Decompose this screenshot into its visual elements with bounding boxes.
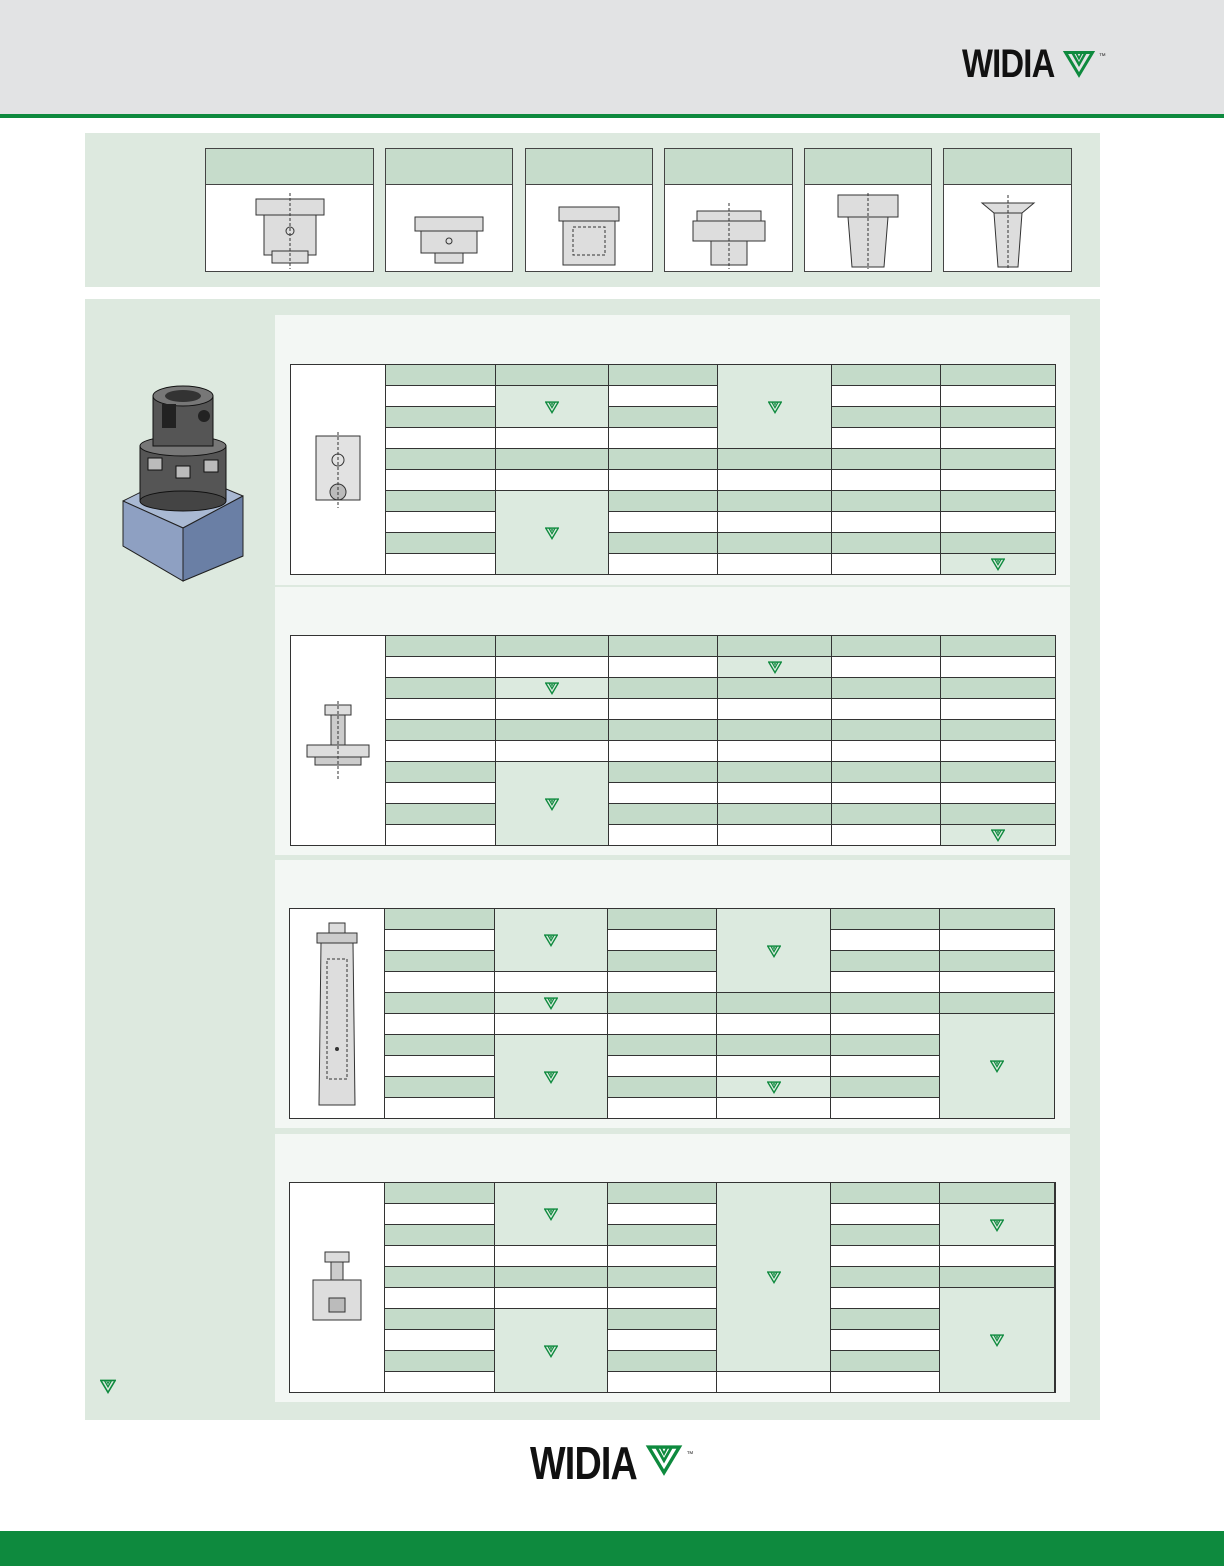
table-cell — [495, 1288, 608, 1309]
table-cell — [608, 1288, 717, 1309]
table-cell — [940, 1267, 1055, 1288]
table-cell — [495, 972, 608, 993]
table-cell — [385, 1035, 495, 1056]
widia-mark-icon — [545, 400, 559, 414]
widia-mark-icon — [767, 944, 781, 958]
table-cell — [718, 554, 832, 575]
availability-mark-cell — [940, 1288, 1055, 1393]
table-cell — [831, 1351, 940, 1372]
table-cell — [385, 1014, 495, 1035]
table-cell — [609, 449, 718, 470]
table-cell — [718, 699, 832, 720]
availability-mark-cell — [718, 657, 832, 678]
table-cell — [831, 1225, 940, 1246]
widia-footer-logo — [530, 1437, 694, 1489]
table-cell — [831, 1330, 940, 1351]
table-cell — [385, 1246, 495, 1267]
table-cell — [717, 1056, 831, 1077]
table-cell — [608, 930, 717, 951]
table-cell — [495, 1246, 608, 1267]
availability-mark-cell — [940, 1014, 1055, 1119]
table-cell — [385, 993, 495, 1014]
widia-mark-icon — [991, 828, 1005, 842]
table-cell — [385, 1267, 495, 1288]
table-cell — [832, 407, 941, 428]
table-cell — [609, 783, 718, 804]
table-cell — [832, 512, 941, 533]
adapter-short-tee-icon — [290, 1183, 385, 1392]
table-cell — [385, 1372, 495, 1393]
table-cell — [495, 1267, 608, 1288]
table-cell — [940, 993, 1055, 1014]
table-cell — [941, 720, 1056, 741]
availability-mark-cell — [718, 365, 832, 449]
table-cell — [386, 762, 496, 783]
table-cell — [831, 1183, 940, 1204]
shank-card-1 — [205, 148, 374, 272]
widia-mark-icon — [990, 1059, 1004, 1073]
availability-mark-cell — [941, 825, 1056, 846]
table-cell — [718, 470, 832, 491]
table-cell — [717, 1372, 831, 1393]
table-cell — [717, 1014, 831, 1035]
table-cell — [609, 678, 718, 699]
table-cell — [385, 930, 495, 951]
table-cell — [941, 699, 1056, 720]
table-cell — [832, 657, 941, 678]
table-cell — [386, 804, 496, 825]
availability-mark-cell — [717, 1077, 831, 1098]
table-cell — [941, 428, 1056, 449]
table-cell — [832, 533, 941, 554]
section-1-table — [290, 364, 1056, 575]
widia-mark-icon — [544, 1070, 558, 1084]
widia-mark-icon — [990, 1333, 1004, 1347]
table-cell — [941, 762, 1056, 783]
table-cell — [385, 1288, 495, 1309]
table-cell — [609, 533, 718, 554]
table-cell — [608, 993, 717, 1014]
widia-mark-icon — [545, 526, 559, 540]
table-cell — [941, 365, 1056, 386]
table-cell — [385, 972, 495, 993]
table-cell — [832, 428, 941, 449]
table-cell — [941, 657, 1056, 678]
trademark: ™ — [1098, 53, 1106, 60]
table-cell — [718, 449, 832, 470]
table-cell — [608, 1372, 717, 1393]
table-cell — [609, 804, 718, 825]
table-cell — [831, 909, 940, 930]
table-cell — [496, 636, 609, 657]
table-cell — [832, 554, 941, 575]
table-cell — [718, 825, 832, 846]
table-cell — [386, 386, 496, 407]
widia-mark-icon — [100, 1378, 116, 1394]
widia-mark-icon — [644, 1442, 684, 1476]
table-cell — [608, 1246, 717, 1267]
table-cell — [831, 1204, 940, 1225]
table-cell — [385, 1077, 495, 1098]
table-cell — [941, 741, 1056, 762]
table-cell — [609, 699, 718, 720]
table-cell — [608, 1035, 717, 1056]
availability-mark-cell — [496, 491, 609, 575]
table-cell — [386, 741, 496, 762]
table-cell — [941, 491, 1056, 512]
table-cell — [831, 1372, 940, 1393]
availability-mark-cell — [495, 909, 608, 972]
widia-mark-icon — [545, 681, 559, 695]
section-2-table — [290, 635, 1056, 846]
table-cell — [609, 636, 718, 657]
shank-card-2 — [385, 148, 513, 272]
table-cell — [608, 909, 717, 930]
table-cell — [608, 1225, 717, 1246]
table-cell — [609, 470, 718, 491]
table-cell — [496, 365, 609, 386]
table-cell — [940, 951, 1055, 972]
widia-mark-icon — [544, 1344, 558, 1358]
table-cell — [718, 762, 832, 783]
table-cell — [608, 1351, 717, 1372]
table-cell — [386, 825, 496, 846]
widia-mark-icon — [768, 400, 782, 414]
table-cell — [941, 470, 1056, 491]
table-cell — [495, 1014, 608, 1035]
table-cell — [832, 783, 941, 804]
table-cell — [832, 678, 941, 699]
table-cell — [609, 720, 718, 741]
table-cell — [718, 512, 832, 533]
availability-mark-cell — [940, 1204, 1055, 1246]
table-cell — [941, 636, 1056, 657]
table-cell — [831, 1267, 940, 1288]
table-cell — [831, 1288, 940, 1309]
shank-card-4 — [664, 148, 793, 272]
table-cell — [385, 951, 495, 972]
table-cell — [940, 930, 1055, 951]
table-cell — [831, 1077, 940, 1098]
table-cell — [608, 951, 717, 972]
table-cell — [718, 720, 832, 741]
widia-mark-icon — [1061, 48, 1097, 78]
table-cell — [386, 491, 496, 512]
table-cell — [832, 825, 941, 846]
table-cell — [385, 1351, 495, 1372]
shank-card-5 — [804, 148, 932, 272]
table-cell — [941, 783, 1056, 804]
widia-mark-icon — [544, 1207, 558, 1221]
table-cell — [608, 1309, 717, 1330]
table-cell — [386, 636, 496, 657]
page-header — [0, 0, 1224, 118]
widia-mark-icon — [544, 996, 558, 1010]
table-cell — [496, 720, 609, 741]
availability-mark-cell — [717, 909, 831, 993]
table-cell — [941, 386, 1056, 407]
section-4-table — [289, 1182, 1056, 1393]
availability-mark-cell — [495, 993, 608, 1014]
table-cell — [609, 365, 718, 386]
section-3-table — [289, 908, 1055, 1119]
table-cell — [608, 1330, 717, 1351]
table-cell — [832, 636, 941, 657]
table-cell — [385, 909, 495, 930]
footer-logo-wordmark: WIDIA — [530, 1437, 637, 1489]
table-cell — [941, 678, 1056, 699]
table-cell — [718, 741, 832, 762]
table-cell — [496, 470, 609, 491]
table-cell — [385, 1309, 495, 1330]
availability-mark-cell — [495, 1309, 608, 1393]
table-cell — [609, 741, 718, 762]
availability-mark-cell — [495, 1183, 608, 1246]
table-cell — [831, 1246, 940, 1267]
table-cell — [940, 1246, 1055, 1267]
table-cell — [608, 1267, 717, 1288]
table-cell — [717, 993, 831, 1014]
adapter-tee-icon — [291, 636, 386, 845]
table-cell — [608, 1014, 717, 1035]
table-cell — [609, 825, 718, 846]
table-cell — [386, 783, 496, 804]
table-cell — [386, 470, 496, 491]
availability-mark-cell — [496, 386, 609, 428]
widia-mark-icon — [545, 797, 559, 811]
table-cell — [717, 1035, 831, 1056]
table-cell — [832, 491, 941, 512]
table-cell — [609, 512, 718, 533]
table-cell — [385, 1204, 495, 1225]
table-cell — [831, 951, 940, 972]
table-cell — [832, 449, 941, 470]
table-cell — [386, 533, 496, 554]
table-cell — [608, 1204, 717, 1225]
table-cell — [832, 720, 941, 741]
table-cell — [941, 512, 1056, 533]
table-cell — [717, 1098, 831, 1119]
table-cell — [718, 533, 832, 554]
shank-card-6 — [943, 148, 1072, 272]
table-cell — [608, 1183, 717, 1204]
table-cell — [940, 1183, 1055, 1204]
widia-mark-icon — [991, 557, 1005, 571]
table-cell — [941, 449, 1056, 470]
widia-mark-icon — [768, 660, 782, 674]
table-cell — [831, 1098, 940, 1119]
adapter-tall-icon — [290, 909, 385, 1118]
widia-mark-icon — [767, 1080, 781, 1094]
availability-mark-cell — [496, 678, 609, 699]
shank-card-3 — [525, 148, 653, 272]
table-cell — [496, 449, 609, 470]
table-cell — [386, 449, 496, 470]
table-cell — [385, 1225, 495, 1246]
table-cell — [385, 1183, 495, 1204]
widia-mark-icon — [544, 933, 558, 947]
table-cell — [940, 972, 1055, 993]
availability-mark-cell — [496, 762, 609, 846]
logo-wordmark: WIDIA — [962, 42, 1055, 86]
table-cell — [832, 699, 941, 720]
table-cell — [385, 1098, 495, 1119]
adapter-block-icon — [291, 365, 386, 574]
table-cell — [831, 1014, 940, 1035]
table-cell — [832, 741, 941, 762]
widia-mark-icon — [990, 1218, 1004, 1232]
table-cell — [832, 386, 941, 407]
table-cell — [496, 428, 609, 449]
table-cell — [718, 783, 832, 804]
table-cell — [831, 1056, 940, 1077]
table-cell — [832, 762, 941, 783]
table-cell — [609, 407, 718, 428]
table-cell — [609, 554, 718, 575]
table-cell — [831, 1309, 940, 1330]
table-cell — [941, 407, 1056, 428]
table-cell — [386, 554, 496, 575]
table-cell — [386, 512, 496, 533]
table-cell — [609, 386, 718, 407]
table-cell — [386, 678, 496, 699]
table-cell — [386, 407, 496, 428]
trademark: ™ — [686, 1451, 694, 1458]
table-cell — [831, 930, 940, 951]
table-cell — [941, 804, 1056, 825]
table-cell — [608, 1077, 717, 1098]
availability-mark-cell — [717, 1183, 831, 1372]
table-cell — [718, 804, 832, 825]
table-cell — [831, 1035, 940, 1056]
table-cell — [386, 657, 496, 678]
table-cell — [386, 720, 496, 741]
table-cell — [832, 804, 941, 825]
table-cell — [608, 972, 717, 993]
table-cell — [718, 678, 832, 699]
table-cell — [496, 657, 609, 678]
table-cell — [940, 909, 1055, 930]
widia-mark-icon — [767, 1270, 781, 1284]
table-cell — [496, 741, 609, 762]
table-cell — [609, 762, 718, 783]
table-cell — [832, 470, 941, 491]
milling-cutter-illustration — [118, 376, 248, 582]
table-cell — [609, 491, 718, 512]
table-cell — [385, 1330, 495, 1351]
availability-mark-cell — [495, 1035, 608, 1119]
table-cell — [385, 1056, 495, 1077]
table-cell — [941, 533, 1056, 554]
table-cell — [386, 428, 496, 449]
table-cell — [609, 657, 718, 678]
table-cell — [496, 699, 609, 720]
table-cell — [831, 972, 940, 993]
table-cell — [718, 636, 832, 657]
table-cell — [832, 365, 941, 386]
table-cell — [608, 1056, 717, 1077]
footer-bar — [0, 1531, 1224, 1566]
table-cell — [386, 699, 496, 720]
table-cell — [718, 491, 832, 512]
table-cell — [831, 993, 940, 1014]
table-cell — [608, 1098, 717, 1119]
availability-mark-cell — [941, 554, 1056, 575]
widia-logo — [962, 44, 1106, 84]
table-cell — [386, 365, 496, 386]
table-cell — [609, 428, 718, 449]
